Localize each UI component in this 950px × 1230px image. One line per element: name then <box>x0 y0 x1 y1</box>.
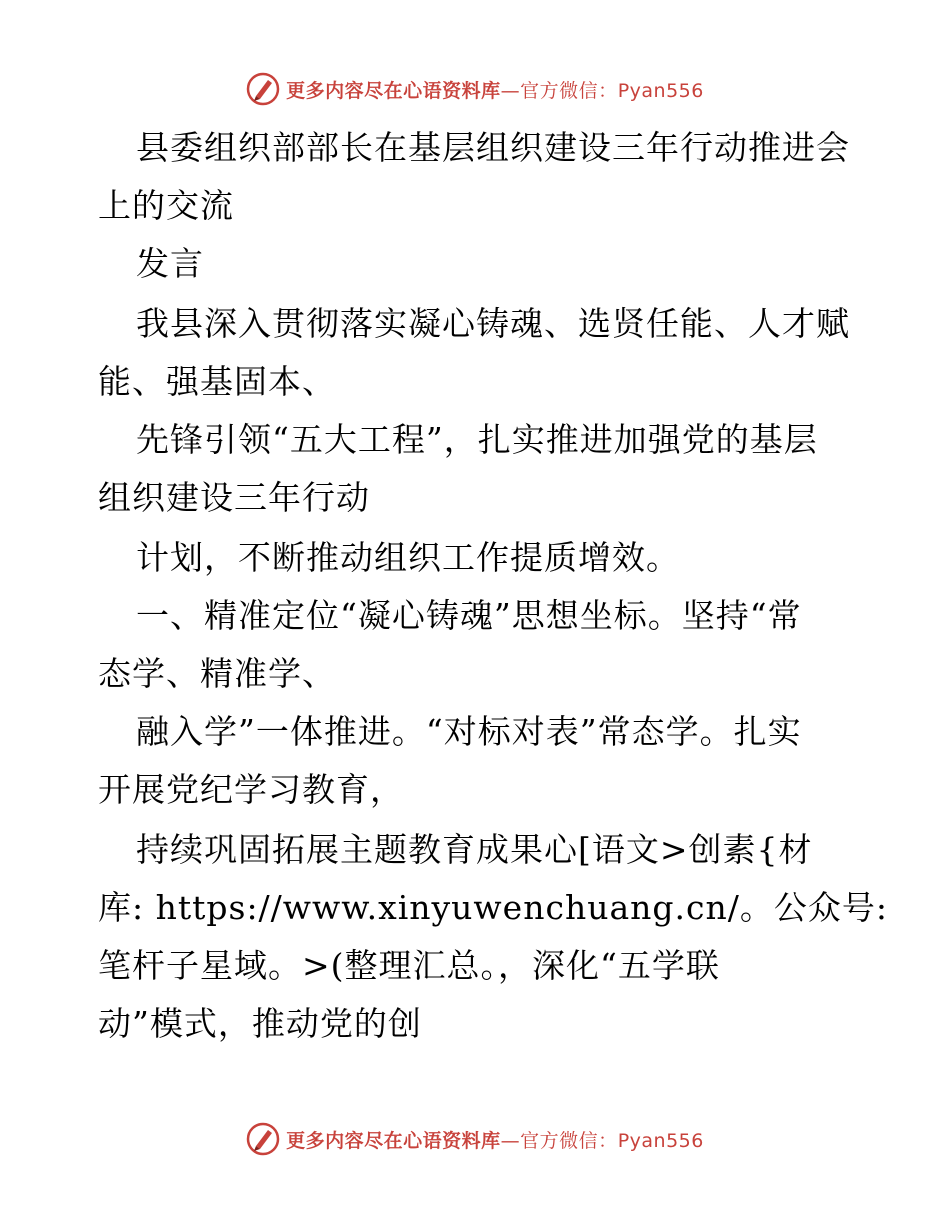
doc-line: 态学、精准学、 <box>98 654 336 693</box>
watermark-text <box>286 76 704 103</box>
contact-value: Pyan556 <box>617 79 704 102</box>
footer-watermark <box>0 1122 950 1156</box>
contact-label: 官方微信： <box>520 1129 618 1152</box>
watermark-text <box>286 1126 704 1153</box>
doc-line: 一、精准定位“凝心铸魂”思想坐标。坚持“常 <box>136 596 802 635</box>
doc-line: 开展党纪学习教育， <box>98 770 404 809</box>
doc-line: 上的交流 <box>98 186 234 225</box>
doc-line: 持续巩固拓展主题教育成果心[语文>创素{材 <box>136 830 813 869</box>
contact-value: Pyan556 <box>617 1129 704 1152</box>
doc-line: 我县深入贯彻落实凝心铸魂、选贤任能、人才赋 <box>136 304 850 343</box>
doc-line: 先锋引领“五大工程”，扎实推进加强党的基层 <box>136 420 818 459</box>
pen-logo-icon <box>246 1122 280 1156</box>
site-name: 更多内容尽在心语资料库 <box>286 79 501 102</box>
doc-line: 能、强基固本、 <box>98 362 336 401</box>
header-watermark <box>0 72 950 106</box>
separator: — <box>500 79 521 102</box>
doc-line: 发言 <box>136 244 204 283</box>
site-name: 更多内容尽在心语资料库 <box>286 1129 501 1152</box>
doc-line: 县委组织部部长在基层组织建设三年行动推进会 <box>136 128 850 167</box>
pen-logo-icon <box>246 72 280 106</box>
doc-line: 库: https://www.xinyuwenchuang.cn/。公众号: <box>98 888 888 927</box>
doc-line: 融入学”一体推进。“对标对表”常态学。扎实 <box>136 712 802 751</box>
doc-line: 笔杆子星域。>(整理汇总。，深化“五学联 <box>98 946 720 985</box>
doc-line: 动”模式，推动党的创 <box>98 1004 422 1043</box>
doc-line: 组织建设三年行动 <box>98 478 370 517</box>
contact-label: 官方微信： <box>520 79 618 102</box>
separator: — <box>500 1129 521 1152</box>
doc-line: 计划，不断推动组织工作提质增效。 <box>136 538 680 577</box>
